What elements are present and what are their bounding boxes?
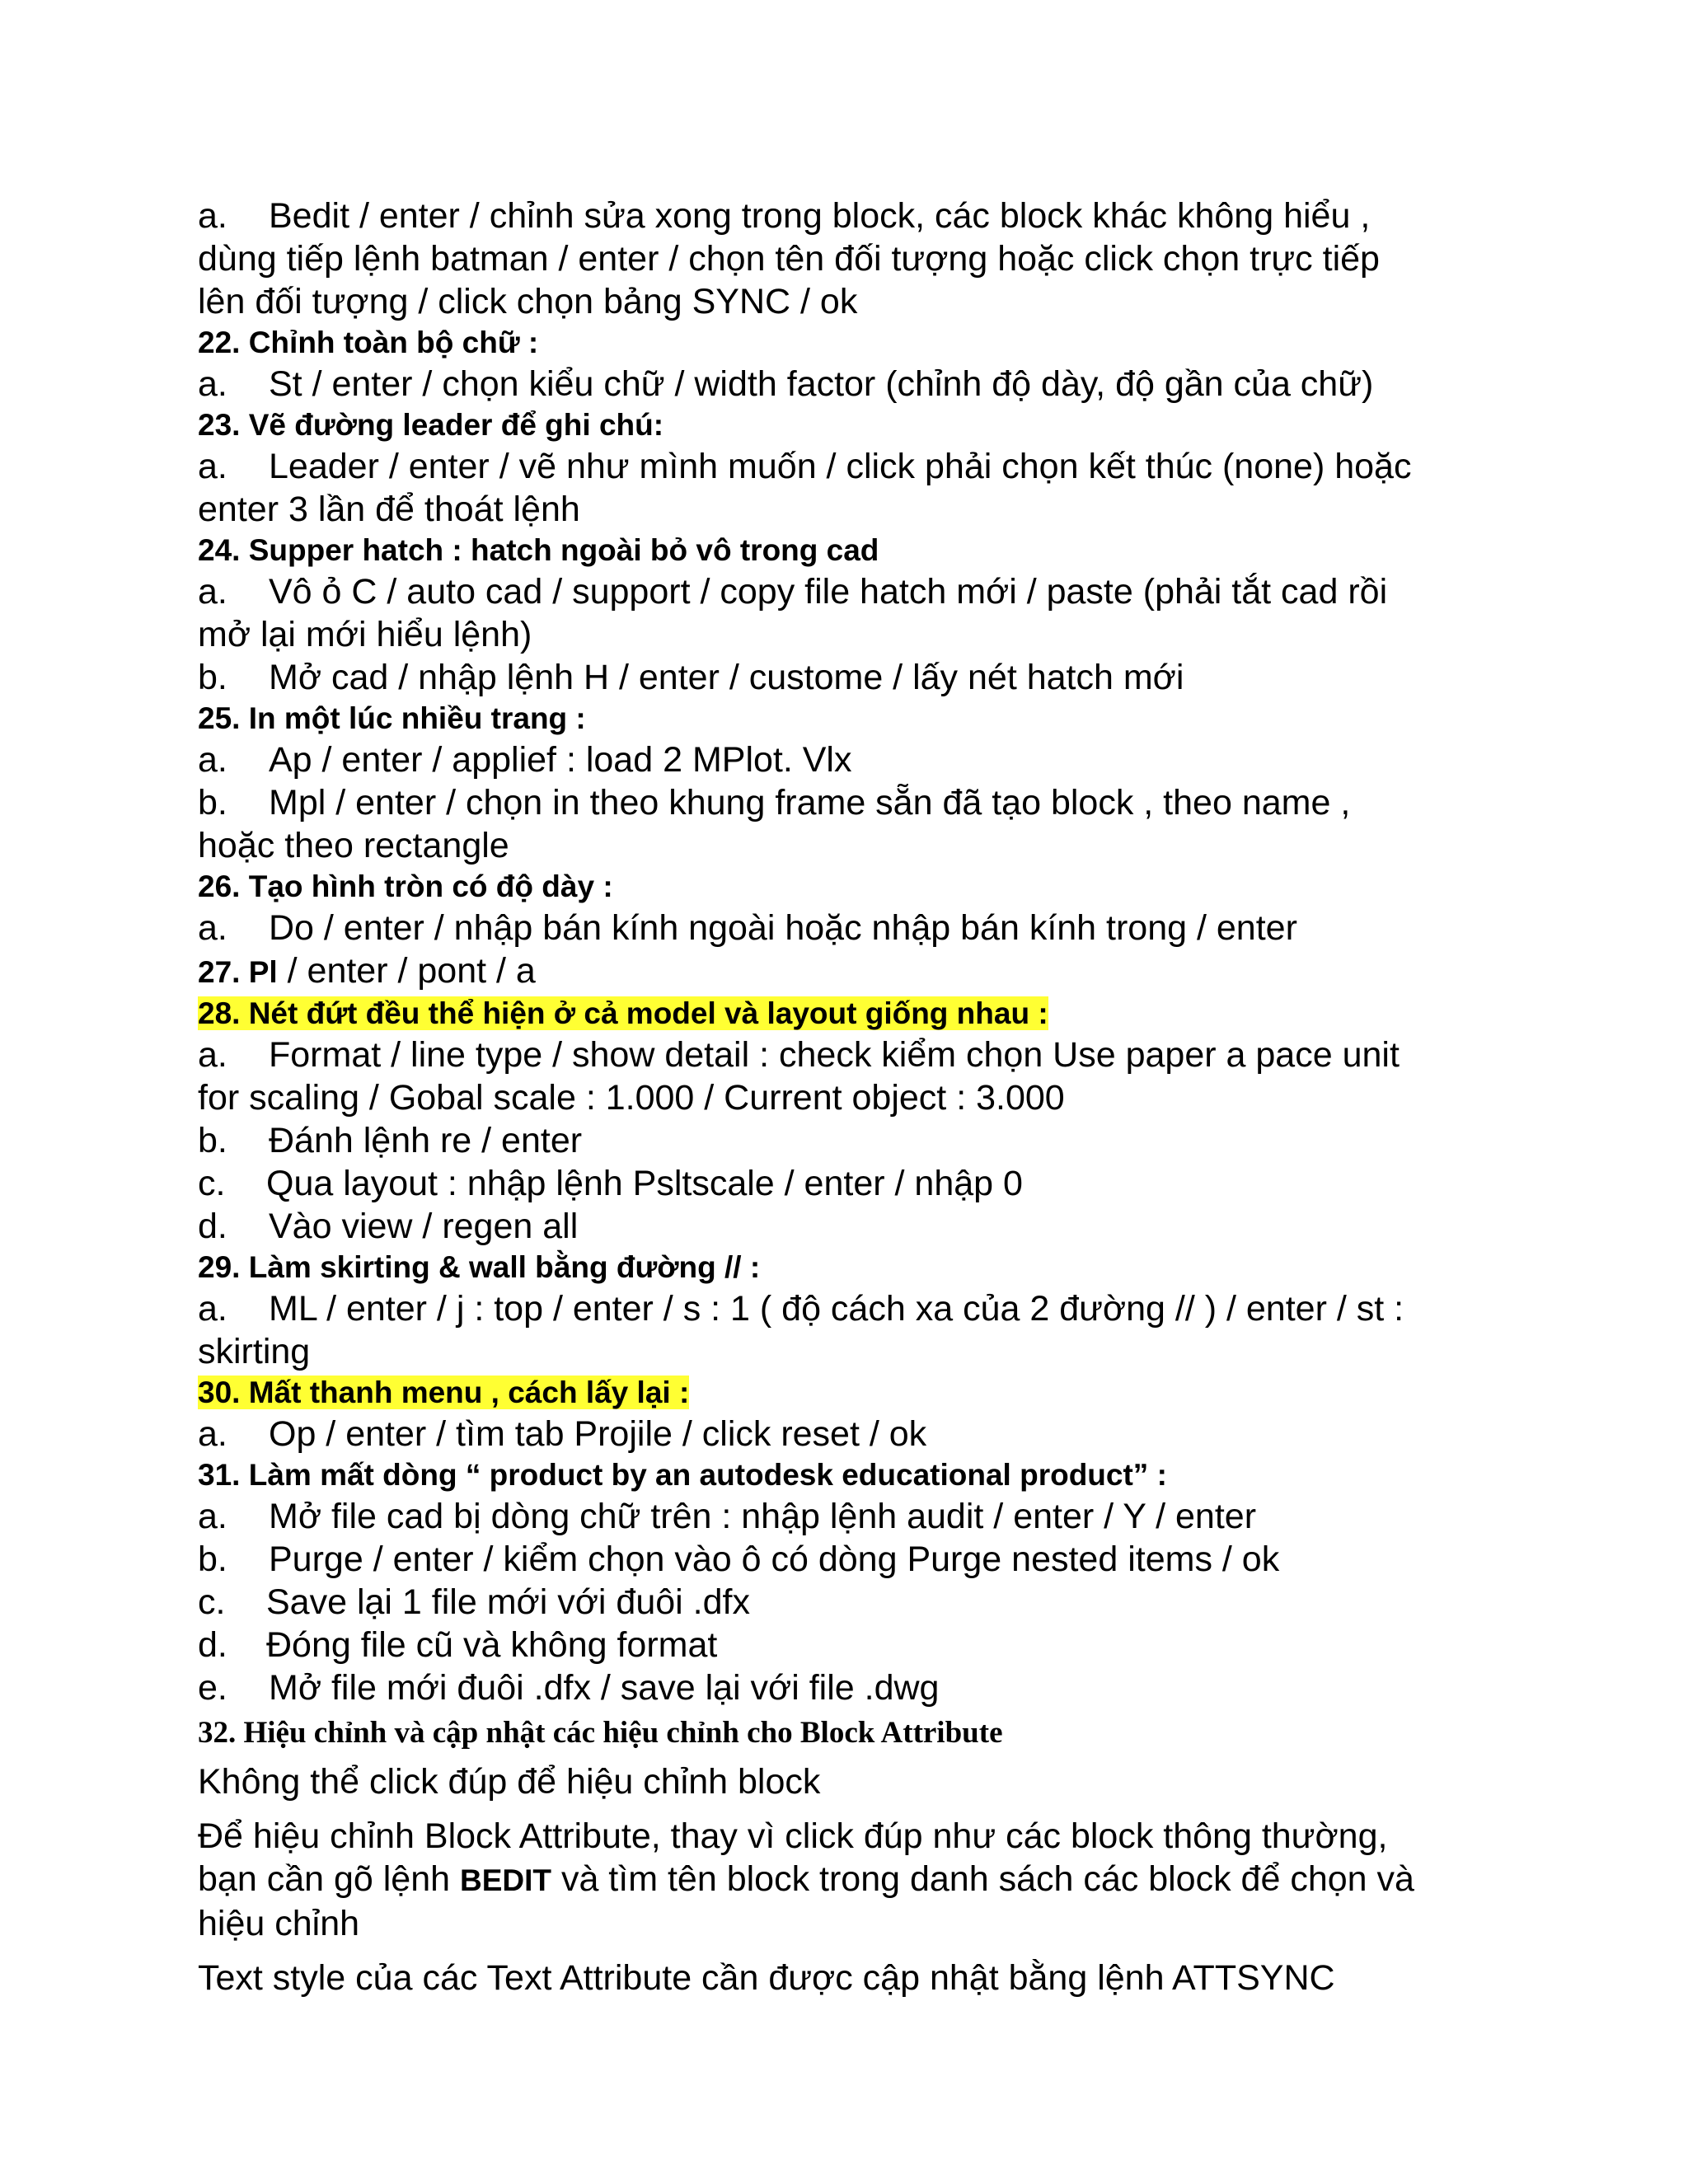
item-marker: a. [198, 908, 227, 948]
item-marker: a. [198, 1289, 227, 1329]
item-line: skirting [198, 1332, 311, 1371]
list-item: e. Mở file mới đuôi .dfx / save lại với file .dwg [198, 1668, 940, 1708]
item-marker: e. [198, 1668, 227, 1708]
list-item: a. Op / enter / tìm tab Projile / click reset / ok [198, 1414, 927, 1454]
item-line: for scaling / Gobal scale : 1.000 / Current object : 3.000 [198, 1078, 1065, 1118]
item-marker: a. [198, 196, 227, 236]
list-item: a. Ap / enter / applief : load 2 MPlot. Vlx [198, 740, 852, 780]
item-marker: c. [198, 1164, 226, 1203]
list-item: c. Qua layout : nhập lệnh Psltscale / enter / nhập 0 [198, 1164, 1023, 1203]
list-item: a. Leader / enter / vẽ như mình muốn / click phải chọn kết thúc (none) hoặc [198, 447, 1412, 486]
item-marker: b. [198, 783, 227, 823]
list-item: a. Format / line type / show detail : check kiểm chọn Use paper a pace unit [198, 1035, 1400, 1075]
item-line: enter 3 lần để thoát lệnh [198, 490, 580, 529]
item-top-a [198, 194, 1484, 323]
item-marker: a. [198, 1497, 227, 1536]
item-marker: a. [198, 1035, 227, 1075]
list-item: b. Purge / enter / kiểm chọn vào ô có dòng Purge nested items / ok [198, 1540, 1280, 1579]
list-item: b. Đánh lệnh re / enter [198, 1121, 583, 1160]
list-item: b. Mở cad / nhập lệnh H / enter / custome / lấy nét hatch mới [198, 658, 1184, 697]
heading-30: 30. Mất thanh menu , cách lấy lại : [198, 1376, 690, 1409]
item-marker: a. [198, 572, 227, 612]
heading-23: 23. Vẽ đường leader để ghi chú: [198, 408, 664, 442]
list-item: a. ML / enter / j : top / enter / s : 1 ( độ cách xa của 2 đường // ) / enter / st : [198, 1289, 1404, 1329]
item-marker: b. [198, 1121, 227, 1160]
list-item: a. St / enter / chọn kiểu chữ / width factor (chỉnh độ dày, độ gần của chữ) [198, 364, 1374, 404]
paragraph-3: Text style của các Text Attribute cần được cập nhật bằng lệnh ATTSYNC [198, 1958, 1335, 1998]
heading-26: 26. Tạo hình tròn có độ dày : [198, 869, 613, 903]
heading-29: 29. Làm skirting & wall bằng đường // : [198, 1250, 761, 1284]
heading-25: 25. In một lúc nhiều trang : [198, 701, 586, 735]
paragraph-2: Để hiệu chỉnh Block Attribute, thay vì click đúp như các block thông thường, bạn cần gõ lệnh BEDIT và tìm tên block trong danh sách các block để chọn và hiệu chỉnh [198, 1816, 1414, 1943]
item-marker: a. [198, 447, 227, 486]
paragraph-1: Không thể click đúp để hiệu chỉnh block [198, 1762, 821, 1802]
item-line: mở lại mới hiểu lệnh) [198, 615, 532, 654]
item-marker: a. [198, 364, 227, 404]
list-item: d. Vào view / regen all [198, 1207, 579, 1246]
item-marker: b. [198, 1540, 227, 1579]
heading-31: 31. Làm mất dòng “ product by an autodesk educational product” : [198, 1458, 1167, 1492]
list-item: b. Mpl / enter / chọn in theo khung frame sẵn đã tạo block , theo name , [198, 783, 1351, 823]
list-item: c. Save lại 1 file mới với đuôi .dfx [198, 1582, 750, 1622]
item-line: dùng tiếp lệnh batman / enter / chọn tên đối tượng hoặc click chọn trực tiếp [198, 239, 1380, 279]
heading-32: 32. Hiệu chỉnh và cập nhật các hiệu chỉnh cho Block Attribute [198, 1716, 1003, 1750]
item-marker: d. [198, 1207, 227, 1246]
item-marker: b. [198, 658, 227, 697]
item-marker: d. [198, 1625, 227, 1665]
heading-24: 24. Supper hatch : hatch ngoài bỏ vô trong cad [198, 533, 879, 567]
list-item: a. Do / enter / nhập bán kính ngoài hoặc nhập bán kính trong / enter [198, 908, 1297, 948]
item-line: Bedit / enter / chỉnh sửa xong trong block, các block khác không hiểu , [269, 196, 1371, 236]
bedit-command: BEDIT [460, 1863, 551, 1897]
line-27: 27. Pl / enter / pont / a [198, 951, 536, 991]
document-page [198, 194, 1484, 1999]
item-marker: a. [198, 740, 227, 780]
list-item: a. Mở file cad bị dòng chữ trên : nhập lệnh audit / enter / Y / enter [198, 1497, 1257, 1536]
item-line: hoặc theo rectangle [198, 826, 509, 865]
list-item: a. Vô ỏ C / auto cad / support / copy file hatch mới / paste (phải tắt cad rồi [198, 572, 1388, 612]
item-marker: c. [198, 1582, 226, 1622]
heading-22: 22. Chỉnh toàn bộ chữ : [198, 326, 539, 359]
heading-28: 28. Nét đứt đều thể hiện ở cả model và layout giống nhau : [198, 996, 1048, 1030]
item-marker: a. [198, 1414, 227, 1454]
item-line: lên đối tượng / click chọn bảng SYNC / ok [198, 282, 858, 321]
list-item: d. Đóng file cũ và không format [198, 1625, 718, 1665]
